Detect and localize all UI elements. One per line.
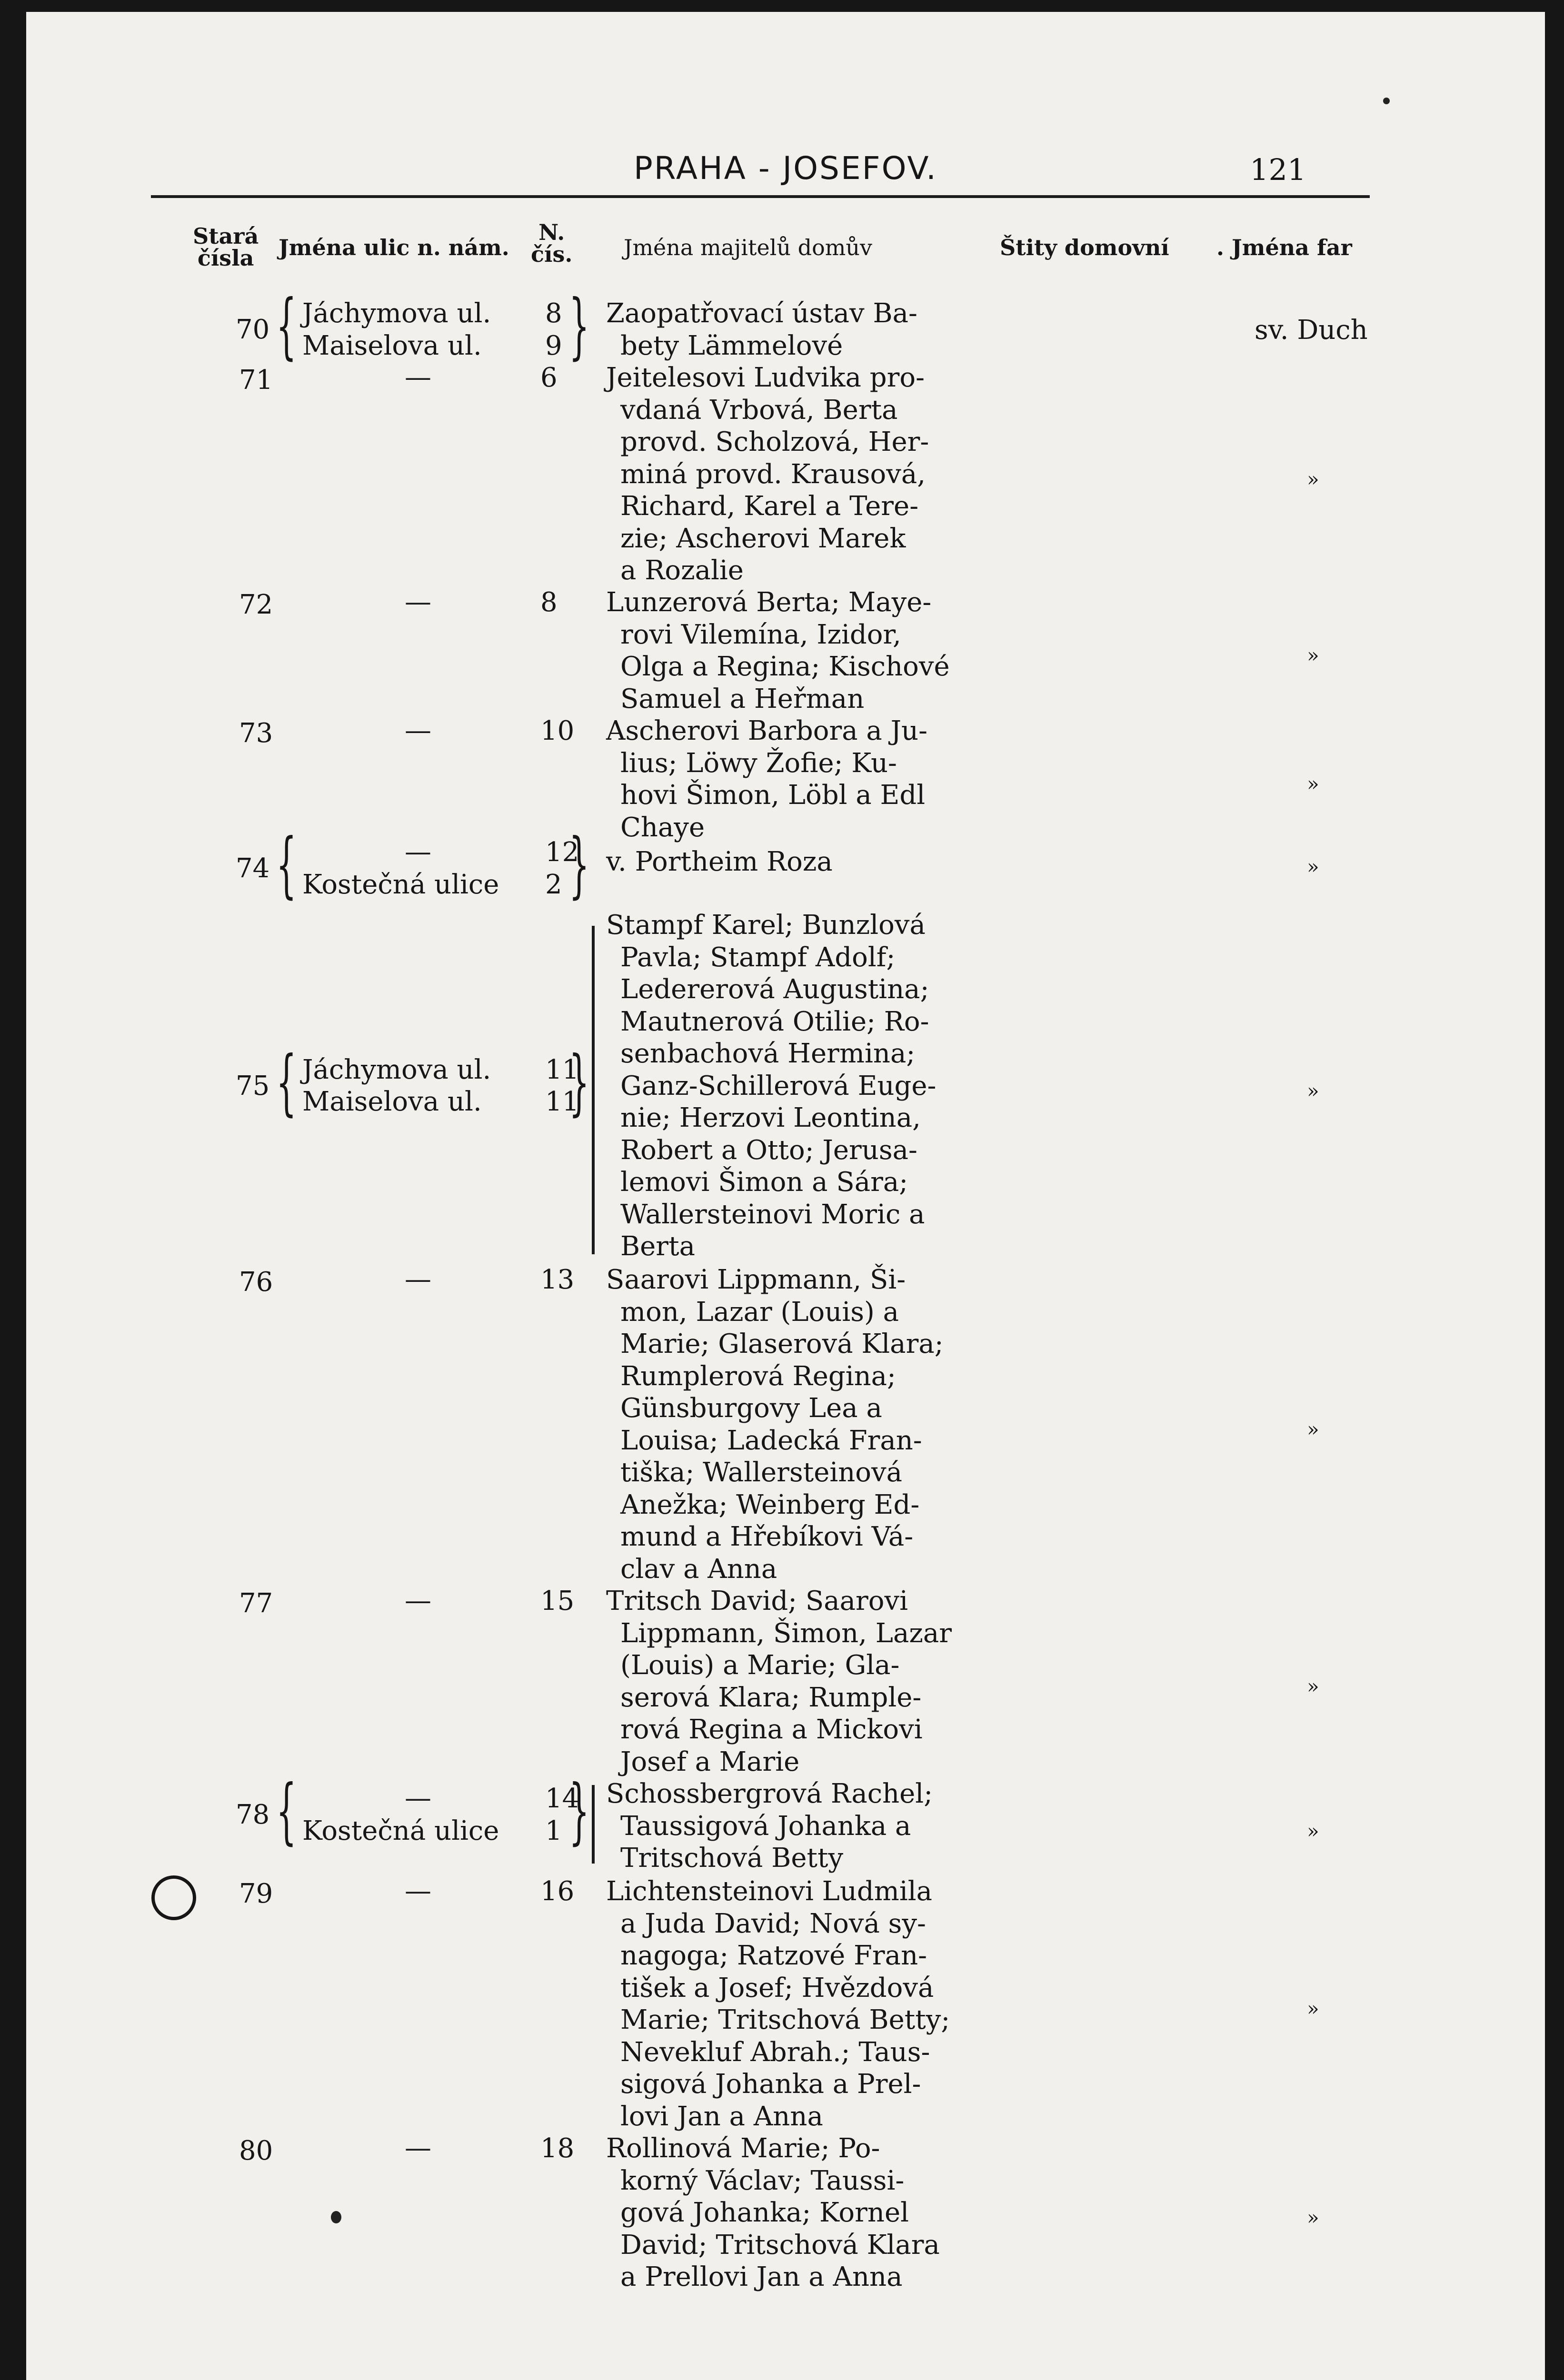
owner-line: Ledererová Augustina; bbox=[620, 974, 929, 1005]
page-title: PRAHA - JOSEFOV. bbox=[633, 150, 938, 187]
owner-line: Zaopatřovací ústav Ba- bbox=[606, 298, 917, 329]
street-ditto: — bbox=[405, 1264, 431, 1295]
owner-line: a Juda David; Nová sy- bbox=[620, 1908, 926, 1939]
street-name: Kostečná ulice bbox=[302, 1815, 499, 1846]
owner-line: Rollinová Marie; Po- bbox=[606, 2133, 880, 2164]
street-ditto: — bbox=[405, 1875, 431, 1906]
owner-line: Jeitelesovi Ludvika pro- bbox=[606, 362, 925, 393]
owner-line: lovi Jan a Anna bbox=[620, 2101, 823, 2132]
margin-circle-mark bbox=[151, 1875, 196, 1920]
column-header-owners: Jména majitelů domův bbox=[624, 235, 873, 260]
street-ditto: — bbox=[405, 715, 431, 746]
house-number: 11 bbox=[545, 1086, 579, 1118]
owner-line: Saarovi Lippmann, Ši- bbox=[606, 1264, 906, 1295]
owner-line: Robert a Otto; Jerusa- bbox=[620, 1134, 917, 1166]
ink-speck bbox=[1383, 98, 1390, 104]
brace-right: } bbox=[569, 1770, 589, 1853]
owner-line: Tritsch David; Saarovi bbox=[606, 1586, 908, 1616]
owner-line: hovi Šimon, Löbl a Edl bbox=[620, 780, 926, 811]
owner-line: mund a Hřebíkovi Vá- bbox=[620, 1521, 914, 1552]
owner-line: nie; Herzovi Leontina, bbox=[620, 1102, 921, 1133]
owner-line: vdaná Vrbová, Berta bbox=[620, 394, 898, 426]
street-ditto: — bbox=[405, 362, 431, 393]
brace-left: { bbox=[276, 1770, 297, 1853]
old-number: 79 bbox=[239, 1878, 273, 1909]
house-number: 2 bbox=[545, 869, 562, 900]
old-number: 70 bbox=[236, 314, 270, 345]
owner-line: David; Tritschová Klara bbox=[620, 2229, 940, 2261]
owner-line: Richard, Karel a Tere- bbox=[620, 491, 919, 522]
owner-line: zie; Ascherovi Marek bbox=[620, 523, 906, 554]
brace-left: { bbox=[276, 285, 297, 367]
parish-name: » bbox=[1307, 2206, 1319, 2229]
parish-name: » bbox=[1307, 1079, 1319, 1102]
page-number: 121 bbox=[1250, 152, 1306, 187]
owner-line: Günsburgovy Lea a bbox=[620, 1393, 882, 1424]
brace-right: } bbox=[569, 823, 589, 906]
street-name: Jáchymova ul. bbox=[302, 298, 491, 329]
owner-line: gová Johanka; Kornel bbox=[620, 2197, 909, 2228]
owner-line: Anežka; Weinberg Ed- bbox=[620, 1489, 920, 1520]
brace-right: } bbox=[569, 1041, 589, 1124]
column-header-new-number: N. čís. bbox=[531, 219, 573, 267]
owner-bracket-line bbox=[592, 1785, 595, 1864]
street-name: Maiselova ul. bbox=[302, 330, 482, 361]
old-number: 80 bbox=[239, 2135, 273, 2166]
owner-line: Tritschová Betty bbox=[620, 1843, 844, 1874]
house-number: 6 bbox=[540, 362, 558, 393]
owner-line: miná provd. Krausová, bbox=[620, 458, 926, 490]
owner-line: lemovi Šimon a Sára; bbox=[620, 1167, 908, 1198]
owner-line: v. Portheim Roza bbox=[606, 846, 833, 877]
owner-line: rová Regina a Mickovi bbox=[620, 1714, 923, 1745]
column-header-old-number: Stará čísla bbox=[193, 223, 259, 271]
owner-line: Stampf Karel; Bunzlová bbox=[606, 910, 926, 941]
old-number: 77 bbox=[239, 1588, 273, 1619]
owner-line: Schossbergrová Rachel; bbox=[606, 1778, 933, 1809]
owner-line: serová Klara; Rumple- bbox=[620, 1682, 922, 1713]
ink-speck bbox=[331, 2211, 341, 2223]
old-number: 76 bbox=[239, 1267, 273, 1298]
owner-line: lius; Löwy Žofie; Ku- bbox=[620, 747, 897, 779]
house-number: 14 bbox=[545, 1783, 579, 1814]
owner-line: Josef a Marie bbox=[620, 1746, 800, 1777]
street-ditto: — bbox=[405, 2132, 431, 2163]
parish-name: » bbox=[1307, 644, 1319, 667]
street-name: — bbox=[405, 836, 431, 867]
owner-line: Mautnerová Otilie; Ro- bbox=[620, 1006, 929, 1037]
old-number: 72 bbox=[239, 589, 273, 620]
house-number: 13 bbox=[540, 1264, 575, 1295]
owner-line: a Rozalie bbox=[620, 555, 744, 586]
brace-left: { bbox=[276, 823, 297, 906]
house-number: 8 bbox=[540, 587, 558, 618]
parish-name: » bbox=[1307, 467, 1319, 491]
old-number: 71 bbox=[239, 365, 273, 396]
owner-line: mon, Lazar (Louis) a bbox=[620, 1296, 899, 1328]
brace-left: { bbox=[276, 1041, 297, 1124]
parish-name: » bbox=[1307, 1997, 1319, 2021]
owner-line: Louisa; Ladecká Fran- bbox=[620, 1425, 922, 1456]
column-header-parish: . Jména far bbox=[1216, 235, 1352, 260]
street-name: — bbox=[405, 1783, 431, 1814]
owner-line: senbachová Hermina; bbox=[620, 1038, 916, 1069]
house-number: 1 bbox=[545, 1815, 562, 1846]
street-ditto: — bbox=[405, 586, 431, 617]
parish-name: » bbox=[1307, 1417, 1319, 1441]
street-name: Maiselova ul. bbox=[302, 1086, 482, 1118]
owner-line: Lunzerová Berta; Maye- bbox=[606, 587, 932, 618]
old-number: 75 bbox=[236, 1070, 270, 1101]
owner-line: Lichtensteinovi Ludmila bbox=[606, 1876, 933, 1907]
owner-line: Ascherovi Barbora a Ju- bbox=[606, 715, 928, 746]
column-header-street: Jména ulic n. nám. bbox=[279, 235, 509, 260]
house-number: 8 bbox=[545, 298, 562, 329]
house-number: 10 bbox=[540, 715, 575, 746]
owner-line: clav a Anna bbox=[620, 1553, 777, 1585]
owner-line: Berta bbox=[620, 1231, 695, 1262]
street-name: Jáchymova ul. bbox=[302, 1054, 491, 1085]
owner-line: Marie; Glaserová Klara; bbox=[620, 1329, 944, 1359]
owner-line: sigová Johanka a Prel- bbox=[620, 2069, 921, 2100]
owner-line: a Prellovi Jan a Anna bbox=[620, 2261, 903, 2292]
old-number: 74 bbox=[236, 853, 270, 884]
owner-line: Taussigová Johanka a bbox=[620, 1810, 911, 1842]
house-number: 16 bbox=[540, 1876, 575, 1907]
column-header-signs: Štity domovní bbox=[1000, 235, 1169, 260]
street-ditto: — bbox=[405, 1585, 431, 1616]
house-number: 15 bbox=[540, 1586, 575, 1616]
document-page bbox=[26, 12, 1545, 2380]
brace-right: } bbox=[569, 285, 589, 367]
header-rule bbox=[151, 195, 1370, 198]
owner-line: provd. Scholzová, Her- bbox=[620, 426, 929, 457]
owner-line: Lippmann, Šimon, Lazar bbox=[620, 1617, 952, 1649]
owner-bracket-line bbox=[592, 926, 595, 1254]
owner-line: Nevekluf Abrah.; Taus- bbox=[620, 2036, 930, 2068]
owner-line: Wallersteinovi Moric a bbox=[620, 1199, 925, 1230]
owner-line: Ganz-Schillerová Euge- bbox=[620, 1070, 936, 1101]
owner-line: tiška; Wallersteinová bbox=[620, 1457, 903, 1488]
old-number: 73 bbox=[239, 718, 273, 749]
owner-line: rovi Vilemína, Izidor, bbox=[620, 619, 901, 650]
parish-name: » bbox=[1307, 772, 1319, 796]
owner-line: korný Václav; Taussi- bbox=[620, 2165, 905, 2196]
owner-line: Rumplerová Regina; bbox=[620, 1360, 896, 1392]
house-number: 12 bbox=[545, 837, 579, 868]
owner-line: (Louis) a Marie; Gla- bbox=[620, 1650, 900, 1681]
parish-name: » bbox=[1307, 855, 1319, 878]
house-number: 9 bbox=[545, 330, 562, 361]
owner-line: Chaye bbox=[620, 812, 705, 843]
house-number: 11 bbox=[545, 1054, 579, 1085]
parish-name: sv. Duch bbox=[1255, 315, 1368, 346]
parish-name: » bbox=[1307, 1819, 1319, 1843]
owner-line: bety Lämmelové bbox=[620, 330, 843, 361]
owner-line: Marie; Tritschová Betty; bbox=[620, 2004, 950, 2035]
owner-line: Olga a Regina; Kischové bbox=[620, 651, 950, 682]
owner-line: Samuel a Heřman bbox=[620, 683, 865, 714]
owner-line: nagoga; Ratzové Fran- bbox=[620, 1940, 927, 1971]
old-number: 78 bbox=[236, 1799, 270, 1830]
owner-line: Pavla; Stampf Adolf; bbox=[620, 942, 896, 973]
owner-line: tišek a Josef; Hvězdová bbox=[620, 1972, 934, 2003]
parish-name: » bbox=[1307, 1674, 1319, 1698]
street-name: Kostečná ulice bbox=[302, 869, 499, 900]
house-number: 18 bbox=[540, 2133, 575, 2164]
